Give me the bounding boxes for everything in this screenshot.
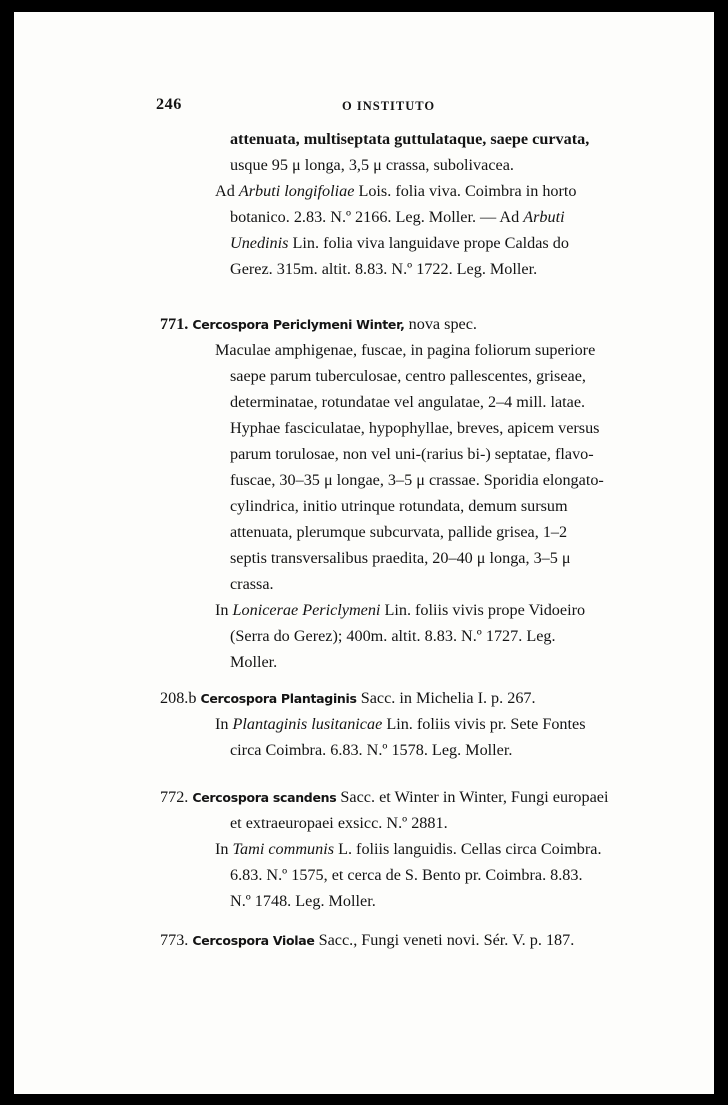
species-title: Cercospora Plantaginis	[200, 691, 357, 706]
entry-number: 208.b	[160, 689, 197, 707]
continuation-line-6: Gerez. 315m. altit. 8.83. N.º 1722. Leg. Moller.	[230, 260, 538, 278]
habitat-line: In Tami communis L. foliis languidis. Cellas circa Coimbra.	[215, 840, 602, 858]
continuation-line-5: Unedinis Lin. folia viva languidave prope Caldas do	[230, 234, 569, 252]
entry-number: 772.	[160, 788, 189, 806]
host-name: Tami communis	[232, 840, 335, 858]
entry-heading-771: 771. Cercospora Periclymeni Winter, nova spec.	[160, 315, 477, 333]
species-name: Unedinis	[230, 234, 289, 252]
description-line: saepe parum tuberculosae, centro pallescentes, griseae,	[230, 367, 586, 385]
running-title: O INSTITUTO	[342, 99, 436, 113]
continuation-line-2: usque 95 μ longa, 3,5 μ crassa, subolivacea.	[230, 156, 514, 174]
reference-line: et extraeuropaei exsicc. N.º 2881.	[230, 814, 448, 832]
habitat-line: In Lonicerae Periclymeni Lin. foliis vivis prope Vidoeiro	[215, 601, 586, 619]
species-name: Arbuti	[523, 208, 565, 226]
continuation-line-1: attenuata, multiseptata guttulataque, saepe curvata,	[230, 130, 590, 148]
habitat-line: (Serra do Gerez); 400m. altit. 8.83. N.º 1727. Leg.	[230, 627, 556, 645]
habitat-line: N.º 1748. Leg. Moller.	[230, 892, 376, 910]
species-title: Cercospora Violae	[192, 933, 315, 948]
species-name: Arbuti longifoliae	[238, 182, 355, 200]
description-line: fuscae, 30–35 μ longae, 3–5 μ crassae. Sporidia elongato-	[230, 471, 604, 489]
continuation-line-4: botanico. 2.83. N.º 2166. Leg. Moller. — Ad Arbuti	[230, 208, 565, 226]
description-line: determinatae, rotundatae vel angulatae, 2–4 mill. latae.	[230, 393, 586, 411]
page-number: 246	[156, 95, 182, 113]
entry-heading-773: 773. Cercospora Violae Sacc., Fungi veneti novi. Sér. V. p. 187.	[160, 931, 575, 949]
description-line: cylindrica, initio utrinque rotundata, demum sursum	[230, 497, 568, 515]
entry-heading-772: 772. Cercospora scandens Sacc. et Winter in Winter, Fungi europaei	[160, 788, 609, 806]
host-name: Plantaginis lusitanicae	[232, 715, 383, 733]
description-line: parum torulosae, non vel uni-(rarius bi-) septatae, flavo-	[230, 445, 594, 463]
species-title: Cercospora Periclymeni Winter,	[192, 317, 405, 332]
description-line: attenuata, plerumque subcurvata, pallide grisea, 1–2	[230, 523, 568, 541]
habitat-line: In Plantaginis lusitanicae Lin. foliis vivis pr. Sete Fontes	[215, 715, 586, 733]
description-line: crassa.	[230, 575, 274, 593]
description-line: Maculae amphigenae, fuscae, in pagina foliorum superiore	[215, 341, 596, 359]
scanned-page	[14, 12, 714, 1094]
description-line: Hyphae fasciculatae, hypophyllae, breves, apicem versus	[230, 419, 600, 437]
host-name: Lonicerae Periclymeni	[232, 601, 381, 619]
entry-number: 773.	[160, 931, 189, 949]
entry-heading-208b: 208.b Cercospora Plantaginis Sacc. in Michelia I. p. 267.	[160, 689, 536, 707]
habitat-line: 6.83. N.º 1575, et cerca de S. Bento pr. Coimbra. 8.83.	[230, 866, 583, 884]
continuation-line-3: Ad Arbuti longifoliae Lois. folia viva. Coimbra in horto	[215, 182, 577, 200]
description-line: septis transversalibus praedita, 20–40 μ longa, 3–5 μ	[230, 549, 571, 567]
entry-number: 771.	[160, 315, 189, 333]
species-title: Cercospora scandens	[192, 790, 337, 805]
habitat-line: circa Coimbra. 6.83. N.º 1578. Leg. Moller.	[230, 741, 513, 759]
habitat-line: Moller.	[230, 653, 278, 671]
